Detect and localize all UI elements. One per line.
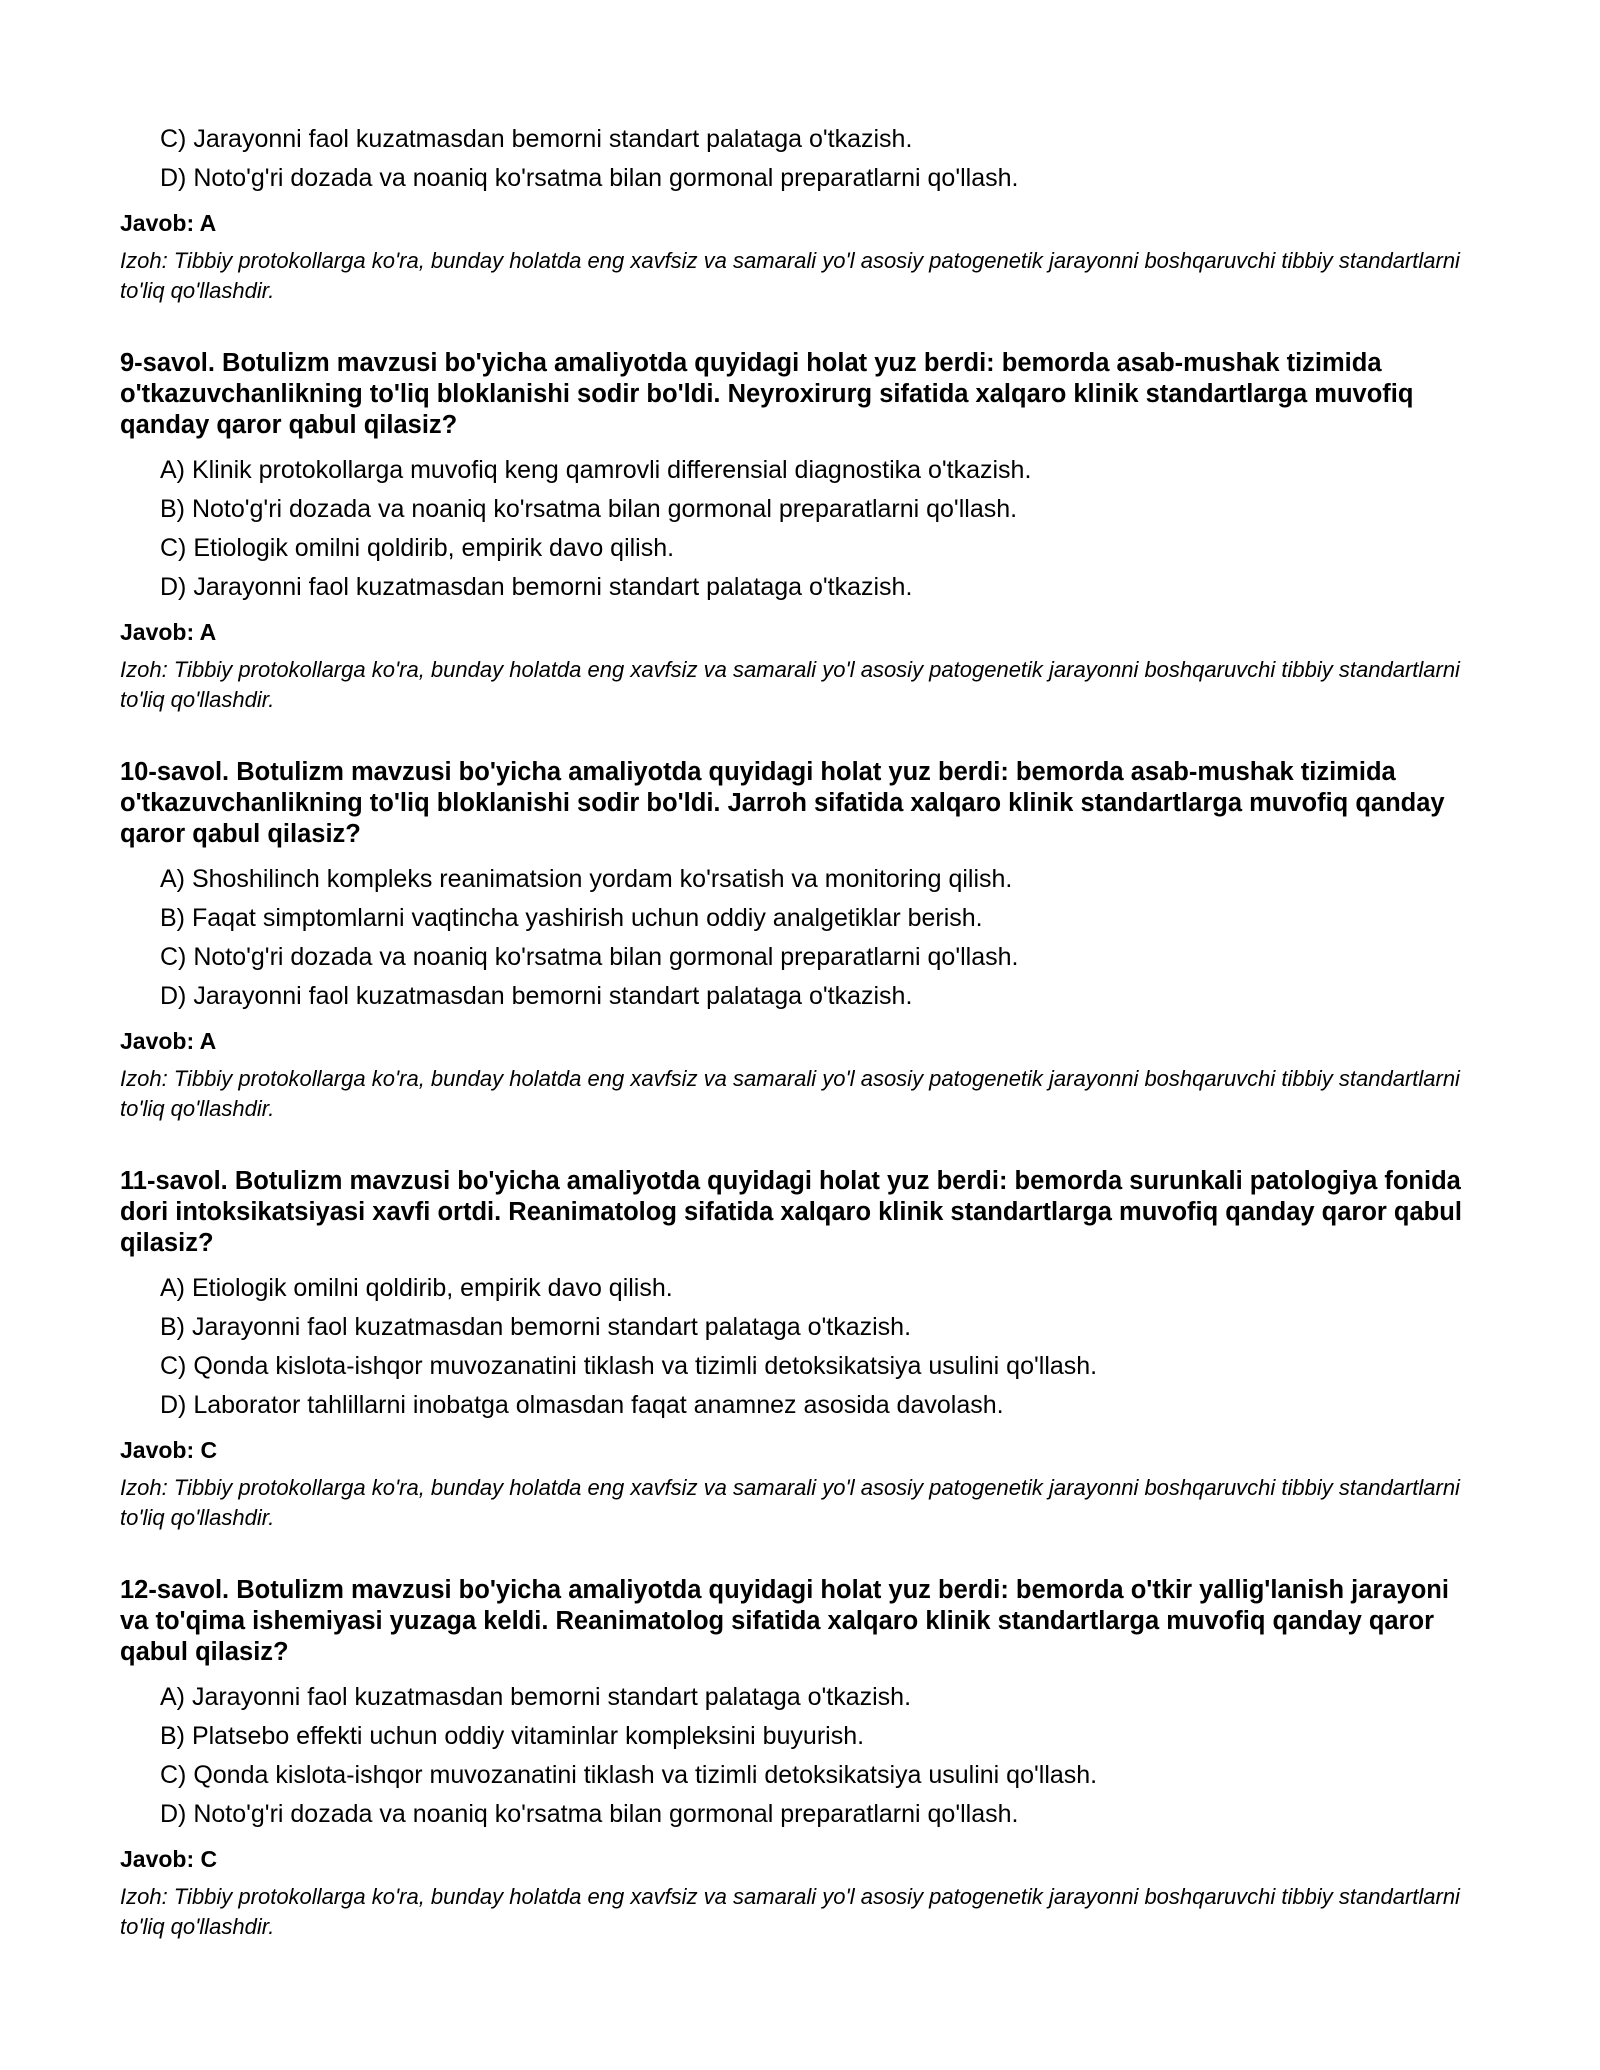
question-12 xyxy=(120,1575,1480,1942)
explanation-note: Izoh: Tibbiy protokollarga ko'ra, bunday holatda eng xavfsiz va samarali yo'l asosiy patogenetik jarayonni boshqaruvchi tibbiy standartlarni to'liq qo'llashdir. xyxy=(120,1475,1460,1530)
option-c: C) Qonda kislota-ishqor muvozanatini tiklash va tizimli detoksikatsiya usulini qo'llash. xyxy=(160,1352,1098,1380)
option-b: B) Jarayonni faol kuzatmasdan bemorni standart palataga o'tkazish. xyxy=(160,1313,912,1341)
option-c: C) Jarayonni faol kuzatmasdan bemorni standart palataga o'tkazish. xyxy=(160,125,913,153)
option-c: C) Qonda kislota-ishqor muvozanatini tiklash va tizimli detoksikatsiya usulini qo'llash. xyxy=(160,1761,1098,1789)
option-a: A) Etiologik omilni qoldirib, empirik davo qilish. xyxy=(160,1274,673,1302)
explanation-note: Izoh: Tibbiy protokollarga ko'ra, bunday holatda eng xavfsiz va samarali yo'l asosiy patogenetik jarayonni boshqaruvchi tibbiy standartlarni to'liq qo'llashdir. xyxy=(120,1884,1460,1939)
option-c: C) Etiologik omilni qoldirib, empirik davo qilish. xyxy=(160,534,675,562)
question-10 xyxy=(120,757,1480,1124)
answer-label: Javob: A xyxy=(120,1028,217,1054)
answer-label: Javob: A xyxy=(120,619,217,645)
question-text: 12-savol. Botulizm mavzusi bo'yicha amaliyotda quyidagi holat yuz berdi: bemorda o'tkir yallig'lanish jarayoni va to'qima ishemiyasi yuzaga keldi. Reanimatolog sifatida xalqaro klinik standartlarga muvofiq qanday qaror qabul qilasiz? xyxy=(120,1576,1449,1666)
question-text: 10-savol. Botulizm mavzusi bo'yicha amaliyotda quyidagi holat yuz berdi: bemorda asab-mushak tizimida o'tkazuvchanlikning to'liq bloklanishi sodir bo'ldi. Jarroh sifatida xalqaro klinik standartlarga muvofiq qanday qaror qabul qilasiz? xyxy=(120,758,1445,848)
option-a: A) Klinik protokollarga muvofiq keng qamrovli differensial diagnostika o'tkazish. xyxy=(160,456,1032,484)
option-a: A) Jarayonni faol kuzatmasdan bemorni standart palataga o'tkazish. xyxy=(160,1683,912,1711)
explanation-note: Izoh: Tibbiy protokollarga ko'ra, bunday holatda eng xavfsiz va samarali yo'l asosiy patogenetik jarayonni boshqaruvchi tibbiy standartlarni to'liq qo'llashdir. xyxy=(120,248,1460,303)
answer-label: Javob: C xyxy=(120,1846,218,1872)
option-b: B) Faqat simptomlarni vaqtincha yashirish uchun oddiy analgetiklar berish. xyxy=(160,904,983,932)
answer-label: Javob: A xyxy=(120,210,217,236)
question-text: 9-savol. Botulizm mavzusi bo'yicha amaliyotda quyidagi holat yuz berdi: bemorda asab-mushak tizimida o'tkazuvchanlikning to'liq bloklanishi sodir bo'ldi. Neyroxirurg sifatida xalqaro klinik standartlarga muvofiq qanday qaror qabul qilasiz? xyxy=(120,349,1414,439)
option-d: D) Jarayonni faol kuzatmasdan bemorni standart palataga o'tkazish. xyxy=(160,573,913,601)
question-9 xyxy=(120,348,1480,715)
document-page xyxy=(120,120,1480,1942)
option-b: B) Noto'g'ri dozada va noaniq ko'rsatma bilan gormonal preparatlarni qo'llash. xyxy=(160,495,1018,523)
option-c: C) Noto'g'ri dozada va noaniq ko'rsatma bilan gormonal preparatlarni qo'llash. xyxy=(160,943,1019,971)
option-d: D) Jarayonni faol kuzatmasdan bemorni standart palataga o'tkazish. xyxy=(160,982,913,1010)
question-text: 11-savol. Botulizm mavzusi bo'yicha amaliyotda quyidagi holat yuz berdi: bemorda surunkali patologiya fonida dori intoksikatsiyasi xavfi ortdi. Reanimatolog sifatida xalqaro klinik standartlarga muvofiq qanday qaror qabul qilasiz? xyxy=(120,1167,1462,1257)
answer-label: Javob: C xyxy=(120,1437,218,1463)
previous-question-continuation xyxy=(120,120,1480,306)
explanation-note: Izoh: Tibbiy protokollarga ko'ra, bunday holatda eng xavfsiz va samarali yo'l asosiy patogenetik jarayonni boshqaruvchi tibbiy standartlarni to'liq qo'llashdir. xyxy=(120,657,1460,712)
option-a: A) Shoshilinch kompleks reanimatsion yordam ko'rsatish va monitoring qilish. xyxy=(160,865,1013,893)
option-d: D) Laborator tahlillarni inobatga olmasdan faqat anamnez asosida davolash. xyxy=(160,1391,1004,1419)
option-d: D) Noto'g'ri dozada va noaniq ko'rsatma bilan gormonal preparatlarni qo'llash. xyxy=(160,164,1019,192)
explanation-note: Izoh: Tibbiy protokollarga ko'ra, bunday holatda eng xavfsiz va samarali yo'l asosiy patogenetik jarayonni boshqaruvchi tibbiy standartlarni to'liq qo'llashdir. xyxy=(120,1066,1460,1121)
option-b: B) Platsebo effekti uchun oddiy vitaminlar kompleksini buyurish. xyxy=(160,1722,865,1750)
option-d: D) Noto'g'ri dozada va noaniq ko'rsatma bilan gormonal preparatlarni qo'llash. xyxy=(160,1800,1019,1828)
question-11 xyxy=(120,1166,1480,1533)
